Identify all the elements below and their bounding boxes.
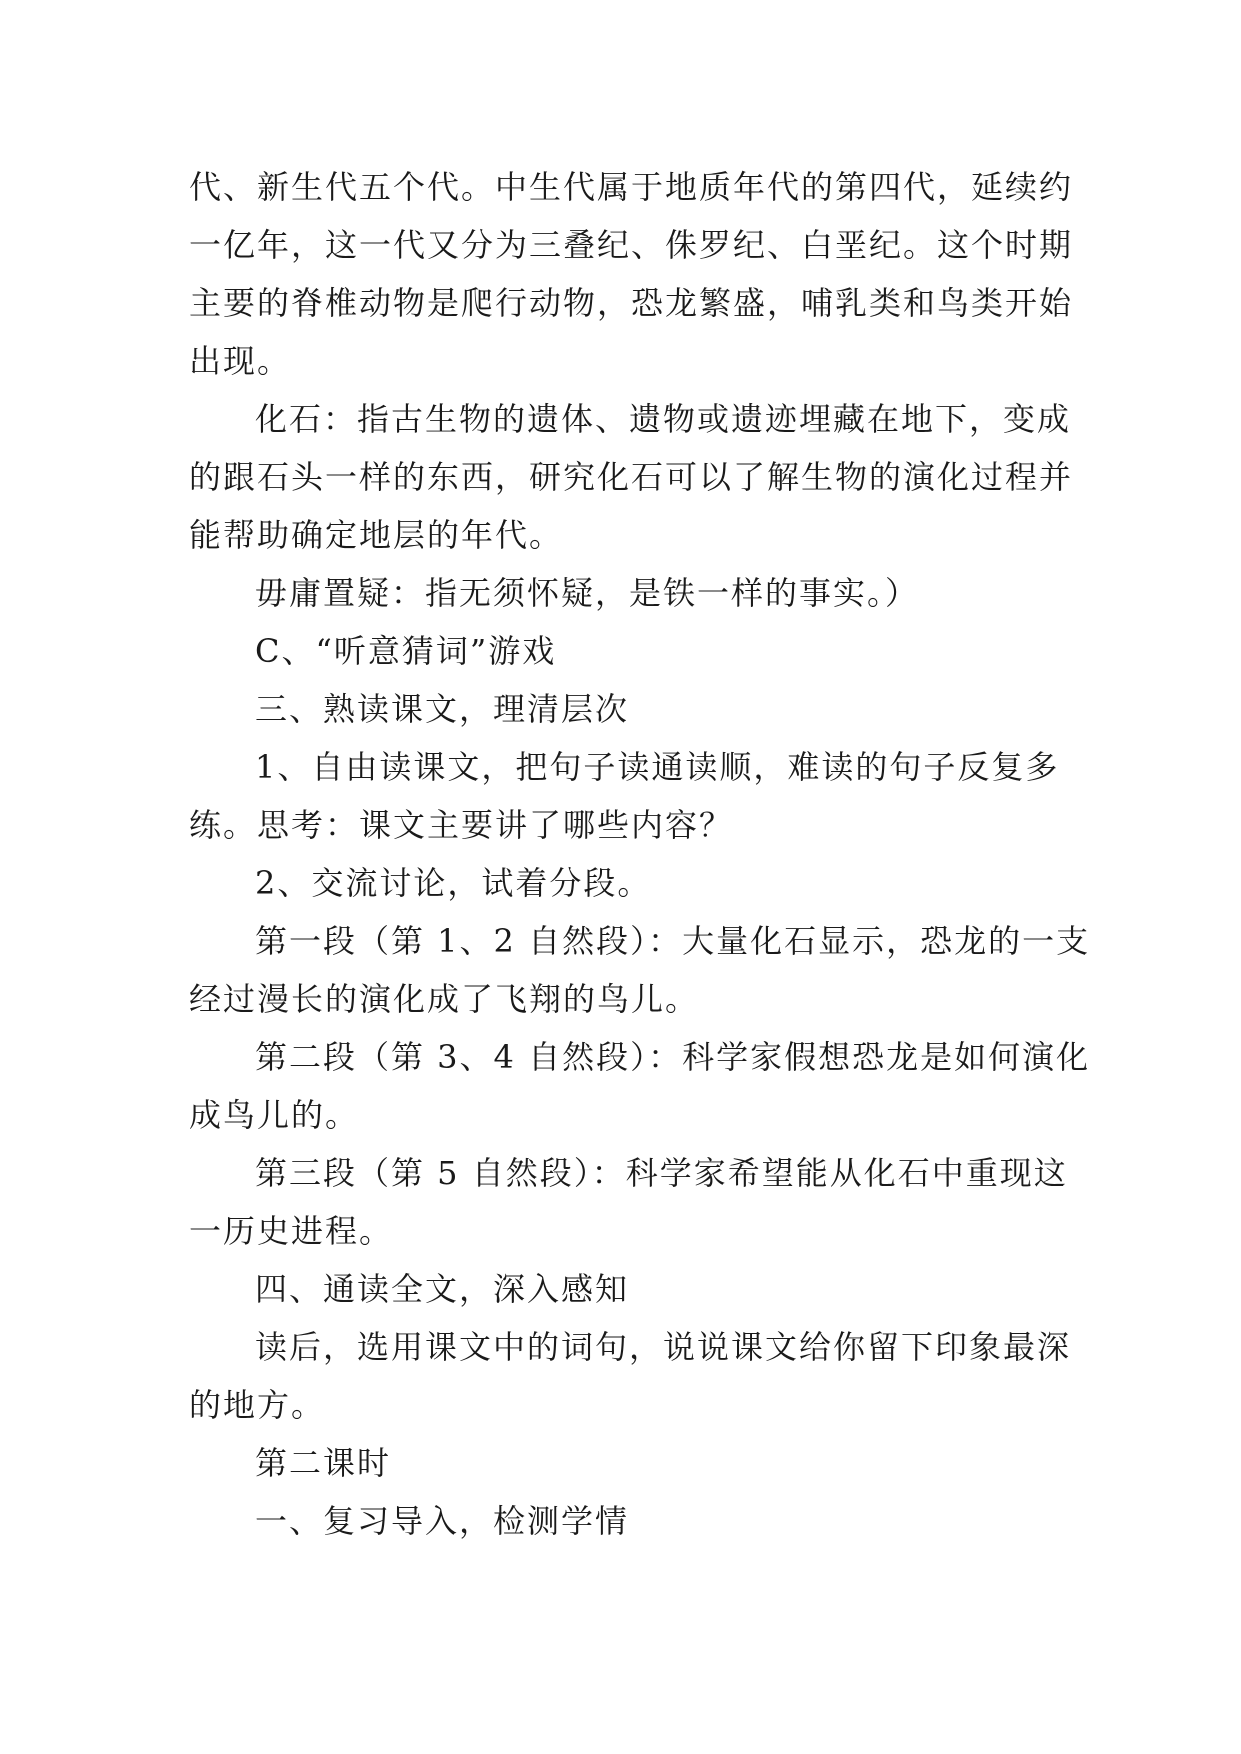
paragraph-section-3 — [189, 1144, 1068, 1260]
text-line: 读后，选用课文中的词句，说说课文给你留下印象最深 — [255, 1328, 1072, 1366]
text-line: 化石：指古生物的遗体、遗物或遗迹埋藏在地下，变成 — [255, 400, 1072, 438]
paragraph-section-2 — [189, 1028, 1091, 1144]
text-line: 第三段（第 5 自然段）：科学家希望能从化石中重现这 — [255, 1154, 1068, 1192]
text-line: 第二段（第 3、4 自然段）：科学家假想恐龙是如何演化 — [255, 1038, 1091, 1076]
text-line: 1、自由读课文，把句子读通读顺，难读的句子反复多 — [255, 748, 1060, 786]
paragraph-idiom-definition — [189, 564, 1049, 622]
paragraph-step-2 — [189, 854, 1049, 912]
text-line: 的地方。 — [189, 1386, 326, 1424]
text-line: 一亿年，这一代又分为三叠纪、侏罗纪、白垩纪。这个时期 — [189, 226, 1074, 264]
section-heading-read-text — [189, 680, 1049, 738]
text-line: 四、通读全文，深入感知 — [255, 1270, 630, 1308]
heading-second-lesson — [189, 1434, 1049, 1492]
text-line: 经过漫长的演化成了飞翔的鸟儿。 — [189, 980, 700, 1018]
text-line: 一历史进程。 — [189, 1212, 394, 1250]
text-line: 第二课时 — [255, 1444, 392, 1482]
text-line: 出现。 — [189, 342, 292, 380]
text-line: 代、新生代五个代。中生代属于地质年代的第四代，延续约 — [189, 168, 1074, 206]
document-body — [189, 158, 1091, 1550]
text-line: C、“听意猜词”游戏 — [255, 632, 557, 670]
text-line: 成鸟儿的。 — [189, 1096, 360, 1134]
section-heading-review — [189, 1492, 1049, 1550]
paragraph-step-1 — [189, 738, 1060, 854]
paragraph-geologic-eras — [189, 158, 1074, 390]
text-line: 毋庸置疑：指无须怀疑，是铁一样的事实。） — [255, 574, 920, 612]
text-line: 练。思考：课文主要讲了哪些内容？ — [189, 806, 734, 844]
text-line: 的跟石头一样的东西，研究化石可以了解生物的演化过程并 — [189, 458, 1074, 496]
paragraph-section-1 — [189, 912, 1091, 1028]
section-heading-full-reading — [189, 1260, 1049, 1318]
text-line: 主要的脊椎动物是爬行动物，恐龙繁盛，哺乳类和鸟类开始 — [189, 284, 1074, 322]
text-line: 第一段（第 1、2 自然段）：大量化石显示，恐龙的一支 — [255, 922, 1091, 960]
paragraph-after-reading — [189, 1318, 1072, 1434]
paragraph-word-game — [189, 622, 1049, 680]
text-line: 能帮助确定地层的年代。 — [189, 516, 564, 554]
paragraph-fossil-definition — [189, 390, 1074, 564]
text-line: 三、熟读课文，理清层次 — [255, 690, 630, 728]
text-line: 一、复习导入，检测学情 — [255, 1502, 630, 1540]
text-line: 2、交流讨论，试着分段。 — [255, 864, 652, 902]
